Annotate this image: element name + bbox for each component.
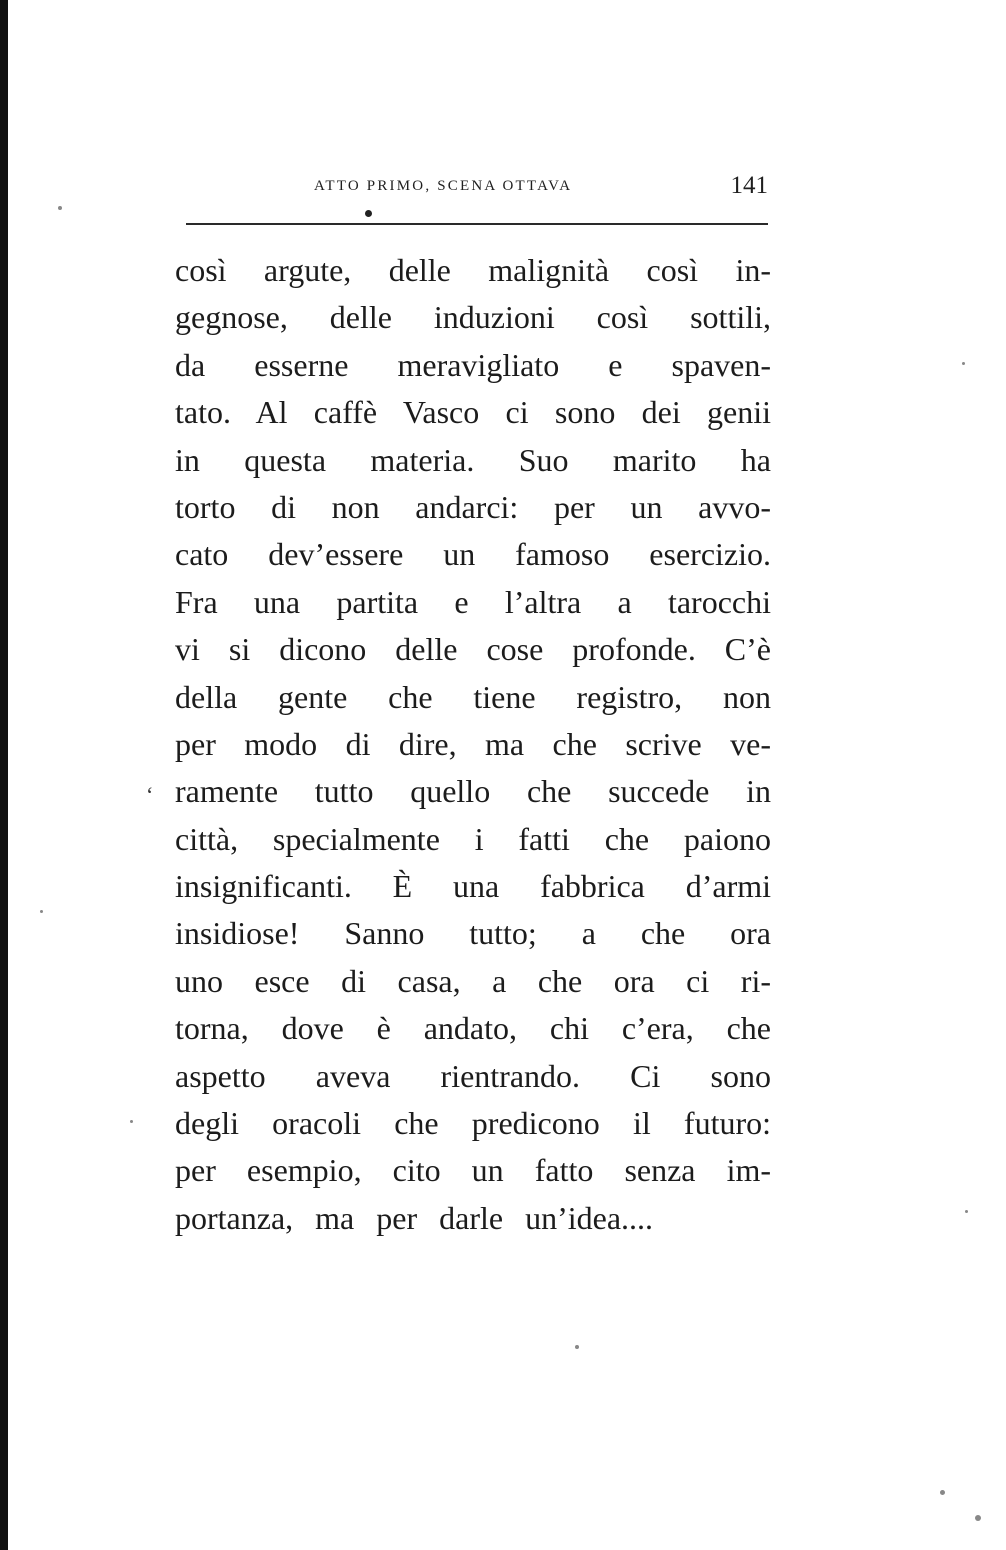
text-line: degli oracoli che predicono il futuro: — [175, 1105, 771, 1142]
header-rule-dot — [365, 210, 372, 217]
scan-speck — [58, 206, 62, 210]
text-line: insignificanti. È una fabbrica d’armi — [175, 868, 771, 905]
scan-speck — [975, 1515, 981, 1521]
text-line: in questa materia. Suo marito ha — [175, 441, 771, 478]
scan-speck — [962, 362, 965, 365]
running-title: ATTO PRIMO, SCENA OTTAVA — [314, 178, 573, 194]
page-spine-edge — [0, 0, 8, 1550]
text-line: torna, dove è andato, chi c’era, che — [175, 1010, 771, 1047]
text-line: ramente tutto quello che succede in — [175, 773, 771, 810]
text-line: uno esce di casa, a che ora ci ri- — [175, 962, 771, 999]
text-line: così argute, delle malignità così in- — [175, 252, 771, 288]
text-line: gegnose, delle induzioni così sottili, — [175, 299, 771, 336]
text-line: da esserne meravigliato e spaven- — [175, 346, 771, 383]
text-line: per esempio, cito un fatto senza im- — [175, 1152, 771, 1189]
margin-mark: ‘ — [146, 782, 154, 807]
scan-speck — [940, 1490, 945, 1495]
scan-speck — [130, 1120, 133, 1123]
running-header — [186, 172, 768, 212]
text-line: Fra una partita e l’altra a tarocchi — [175, 583, 771, 620]
text-line: torto di non andarci: per un avvo- — [175, 488, 771, 525]
scan-speck — [40, 910, 43, 913]
text-line: città, specialmente i fatti che paiono — [175, 820, 771, 857]
text-line: tato. Al caffè Vasco ci sono dei genii — [175, 394, 771, 431]
body-text — [175, 247, 771, 1242]
text-line: vi si dicono delle cose profonde. C’è — [175, 631, 771, 668]
header-rule — [186, 223, 768, 225]
scan-speck — [965, 1210, 968, 1213]
text-line: insidiose! Sanno tutto; a che ora — [175, 915, 771, 952]
text-line: portanza, ma per darle un’idea.... — [175, 1199, 654, 1236]
text-line: aspetto aveva rientrando. Ci sono — [175, 1057, 771, 1094]
text-line: per modo di dire, ma che scrive ve- — [175, 725, 771, 762]
text-line: cato dev’essere un famoso esercizio. — [175, 536, 771, 573]
scan-speck — [575, 1345, 579, 1349]
text-line: della gente che tiene registro, non — [175, 678, 771, 715]
page-number: 141 — [730, 172, 768, 199]
